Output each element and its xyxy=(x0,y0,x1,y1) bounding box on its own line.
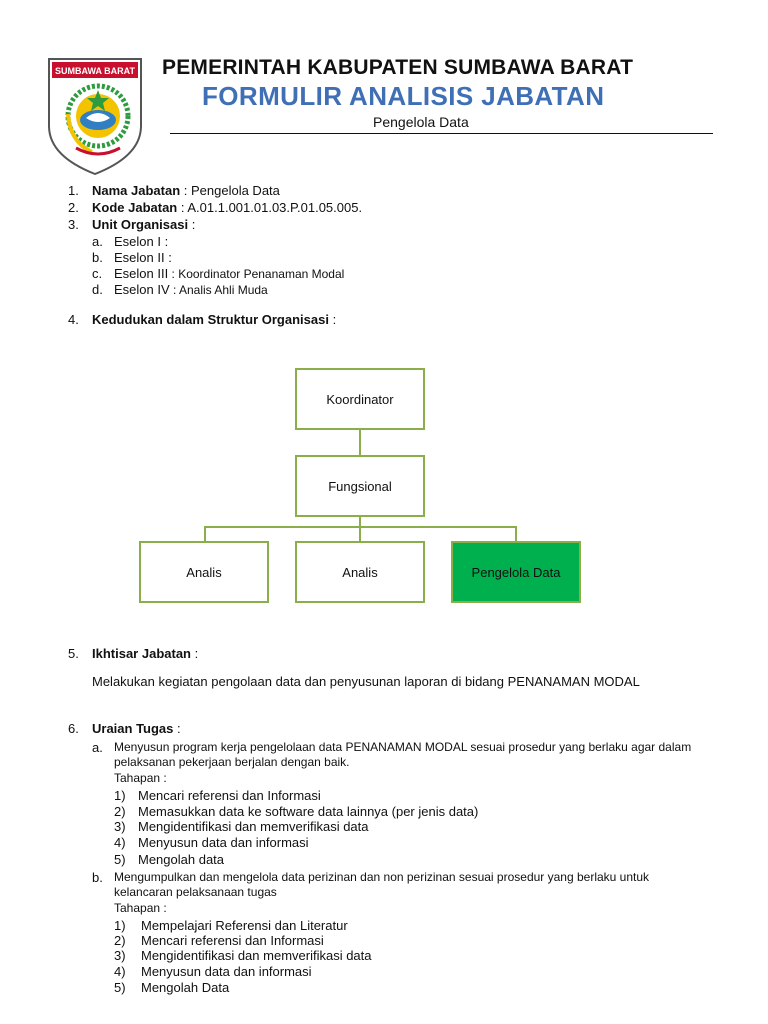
org-connector xyxy=(359,430,361,455)
item-label: Unit Organisasi xyxy=(92,217,189,232)
item-value: : A.01.1.001.01.03.P.01.05.005. xyxy=(177,200,363,215)
item-number: 4. xyxy=(68,312,79,327)
item-kedudukan xyxy=(92,312,336,328)
step-number: 2) xyxy=(114,933,126,948)
step-number: 5) xyxy=(114,852,126,867)
item-value: : xyxy=(188,217,196,232)
eselon-item xyxy=(114,266,344,282)
org-box-koordinator: Koordinator xyxy=(295,368,425,430)
eselon-value: : Analis Ahli Muda xyxy=(169,283,268,297)
item-value: : xyxy=(191,646,199,661)
task-letter: a. xyxy=(92,740,103,755)
task-letter: b. xyxy=(92,870,103,885)
item-value: : Pengelola Data xyxy=(180,183,280,198)
item-value: : xyxy=(173,721,181,736)
step-text: Menyusun data dan informasi xyxy=(141,964,312,979)
task-a-text: Menyusun program kerja pengelolaan data PENANAMAN MODAL sesuai prosedur yang berlaku agar dalam pelaksanan pekerjaan berjalan dengan baik. xyxy=(114,740,692,769)
step-number: 4) xyxy=(114,964,126,979)
org-box-analis: Analis xyxy=(295,541,425,603)
org-connector xyxy=(204,526,206,542)
item-label: Nama Jabatan xyxy=(92,183,181,198)
step-text: Mengidentifikasi dan memverifikasi data xyxy=(138,819,369,834)
eselon-item xyxy=(114,250,172,266)
tahapan-label: Tahapan : xyxy=(114,901,167,915)
item-label: Uraian Tugas xyxy=(92,721,174,736)
svg-text:SUMBAWA BARAT: SUMBAWA BARAT xyxy=(55,66,135,76)
item-kode-jabatan xyxy=(92,200,362,216)
ikhtisar-text: Melakukan kegiatan pengolaan data dan penyusunan laporan di bidang PENANAMAN MODAL xyxy=(92,674,640,689)
org-connector xyxy=(515,526,517,542)
eselon-letter: d. xyxy=(92,282,103,297)
step-number: 1) xyxy=(114,788,126,803)
eselon-value: : Koordinator Penanaman Modal xyxy=(168,267,345,281)
item-number: 5. xyxy=(68,646,79,661)
item-nama-jabatan xyxy=(92,183,280,199)
item-uraian-tugas xyxy=(92,721,181,737)
step-number: 3) xyxy=(114,948,126,963)
item-unit-organisasi xyxy=(92,217,195,233)
eselon-item xyxy=(114,234,168,250)
government-title: PEMERINTAH KABUPATEN SUMBAWA BARAT xyxy=(162,56,634,79)
item-label: Kedudukan dalam Struktur Organisasi xyxy=(92,312,329,327)
eselon-letter: a. xyxy=(92,234,103,249)
org-box-analis: Analis xyxy=(139,541,269,603)
header-divider xyxy=(170,133,713,134)
step-number: 4) xyxy=(114,835,126,850)
sumbawa-barat-logo xyxy=(46,56,144,176)
eselon-label: Eselon II xyxy=(114,250,165,265)
item-number: 2. xyxy=(68,200,79,215)
item-ikhtisar xyxy=(92,646,198,662)
step-number: 3) xyxy=(114,819,126,834)
item-label: Ikhtisar Jabatan xyxy=(92,646,191,661)
item-label: Kode Jabatan xyxy=(92,200,178,215)
eselon-label: Eselon I xyxy=(114,234,161,249)
eselon-item xyxy=(114,282,268,298)
eselon-letter: c. xyxy=(92,266,103,281)
task-b-text: Mengumpulkan dan mengelola data perizinan dan non perizinan sesuai prosedur yang berlaku untuk kelancaran pelaksanaan tugas xyxy=(114,870,650,899)
item-value: : xyxy=(328,312,337,327)
eselon-label: Eselon IV xyxy=(114,282,170,297)
item-number: 1. xyxy=(68,183,79,198)
eselon-value: : xyxy=(160,234,169,249)
eselon-value: : xyxy=(164,250,172,265)
org-box-pengelola-data: Pengelola Data xyxy=(451,541,581,603)
org-box-fungsional: Fungsional xyxy=(295,455,425,517)
step-text: Memasukkan data ke software data lainnya (per jenis data) xyxy=(138,804,479,819)
org-connector xyxy=(359,526,361,542)
step-number: 1) xyxy=(114,918,126,933)
step-text: Mempelajari Referensi dan Literatur xyxy=(141,918,348,933)
step-text: Mengidentifikasi dan memverifikasi data xyxy=(141,948,372,963)
eselon-label: Eselon III xyxy=(114,266,169,281)
item-number: 6. xyxy=(68,721,79,736)
form-title: FORMULIR ANALISIS JABATAN xyxy=(202,81,605,111)
tahapan-label: Tahapan : xyxy=(114,771,167,785)
step-text: Menyusun data dan informasi xyxy=(138,835,309,850)
step-text: Mengolah Data xyxy=(141,980,230,995)
form-subtitle: Pengelola Data xyxy=(373,114,469,130)
eselon-letter: b. xyxy=(92,250,103,265)
step-number: 5) xyxy=(114,980,126,995)
step-text: Mencari referensi dan Informasi xyxy=(141,933,324,948)
step-number: 2) xyxy=(114,804,126,819)
item-number: 3. xyxy=(68,217,79,232)
step-text: Mencari referensi dan Informasi xyxy=(138,788,321,803)
step-text: Mengolah data xyxy=(138,852,225,867)
